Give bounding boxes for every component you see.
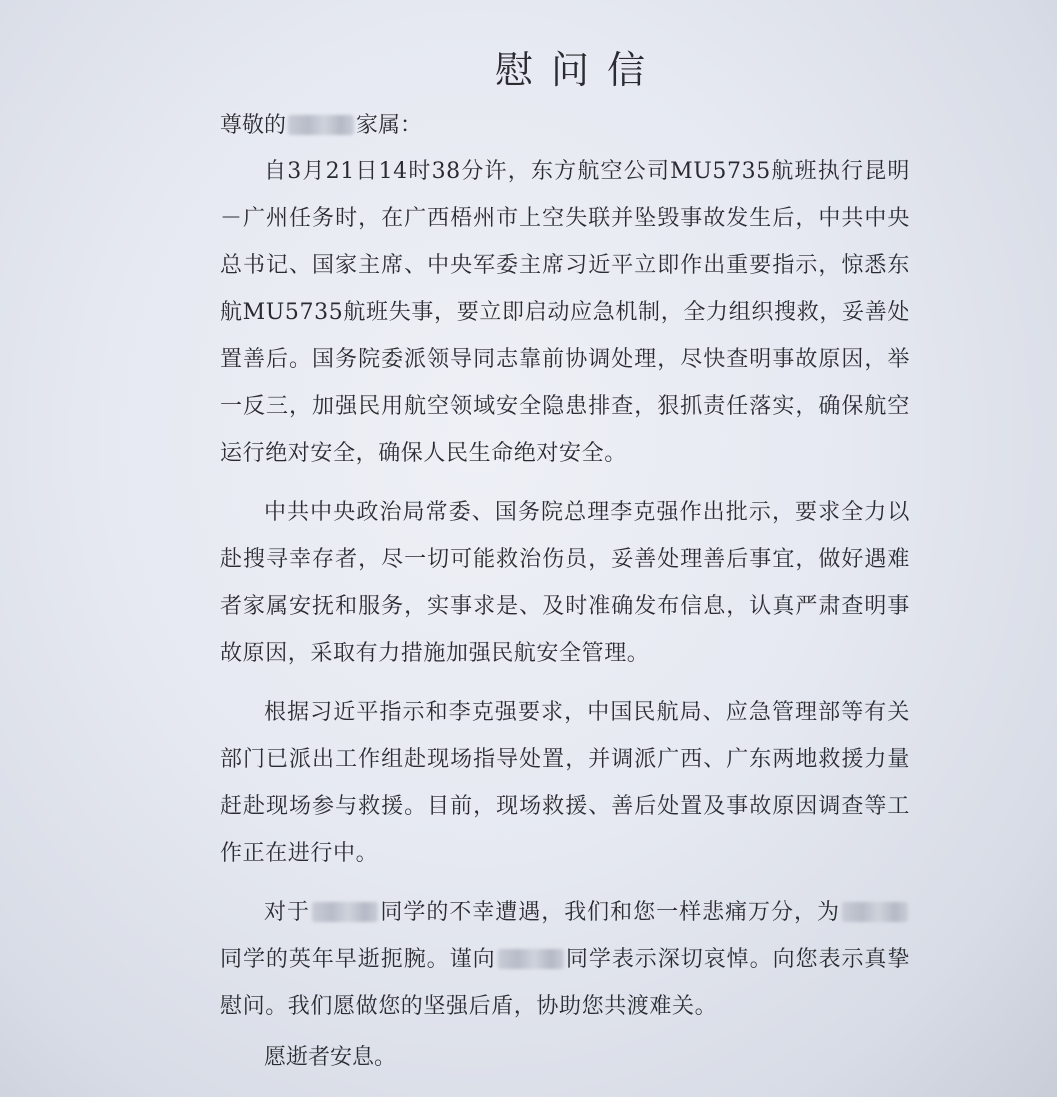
paragraph-4-part-c: 同学的英年早逝扼腕。谨向 (220, 947, 496, 972)
paragraph-4-part-a: 对于 (264, 900, 310, 925)
redacted-name (842, 902, 908, 922)
paragraph-1: 自3月21日14时38分许，东方航空公司MU5735航班执行昆明－广州任务时，在广西梧州市上空失联并坠毁事故发生后，中共中央总书记、国家主席、中央军委主席习近平立即作出重要指示，惊悉东航MU5735航班失事，要立即启动应急机制，全力组织搜救，妥善处置善后。国务院委派领导同志靠前协调处理，尽快查明事故原因，举一反三，加强民用航空领域安全隐患排查，狠抓责任落实，确保航空运行绝对安全，确保人民生命绝对安全。 (220, 159, 910, 466)
salutation (220, 114, 910, 138)
redacted-name (312, 902, 378, 922)
paragraph-4-part-d: 同学表示深切哀悼。向您表示真挚慰问。我们愿做您的坚强后盾，协助您共渡难关。 (220, 947, 910, 1019)
paragraph-4-part-b: 同学的不幸遭遇，我们和您一样悲痛万分，为 (379, 900, 840, 925)
letter-title: 慰问信 (494, 48, 663, 92)
closing-line: 愿逝者安息。 (264, 1045, 397, 1070)
paragraph-4 (220, 889, 910, 1030)
salutation-prefix: 尊敬的 (220, 113, 287, 138)
paragraph-2: 中共中央政治局常委、国务院总理李克强作出批示，要求全力以赴搜寻幸存者，尽一切可能救治伤员，妥善处理善后事宜，做好遇难者家属安抚和服务，实事求是、及时准确发布信息，认真严肃查明事故原因，采取有力措施加强民航安全管理。 (220, 500, 910, 666)
letter-body (220, 40, 910, 1081)
redacted-name (498, 949, 564, 969)
paragraph-3: 根据习近平指示和李克强要求，中国民航局、应急管理部等有关部门已派出工作组赴现场指导处置，并调派广西、广东两地救援力量赶赴现场参与救援。目前，现场救援、善后处置及事故原因调查等工作正在进行中。 (220, 700, 910, 866)
redacted-name (288, 115, 354, 135)
salutation-suffix: 家属： (356, 113, 423, 138)
